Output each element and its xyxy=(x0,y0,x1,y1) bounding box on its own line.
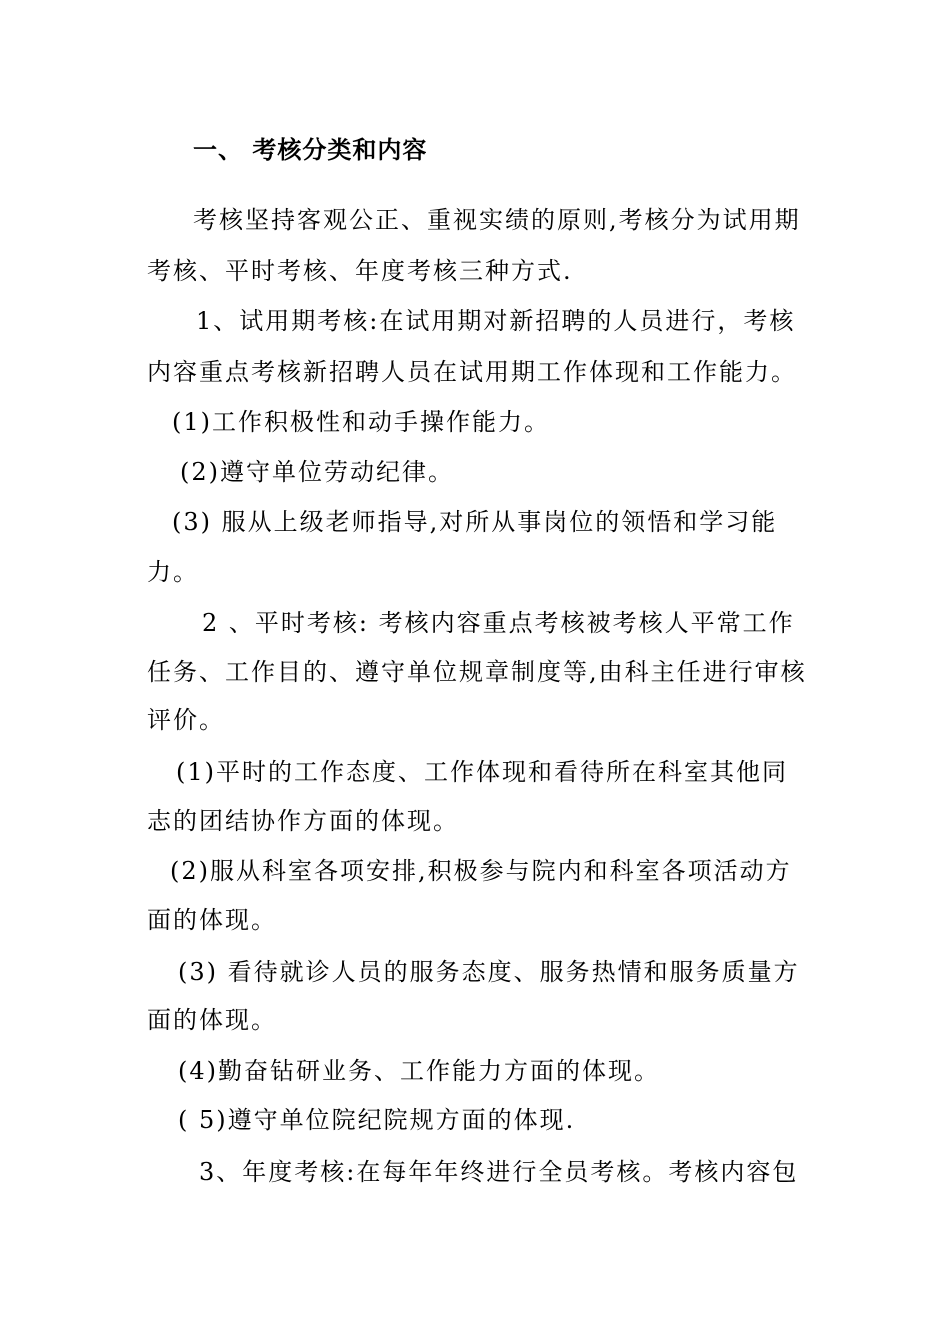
list-item: (2)遵守单位劳动纪律。 xyxy=(180,458,454,486)
paragraph-line: 考核坚持客观公正、重视实绩的原则,考核分为试用期 xyxy=(193,206,801,234)
list-item-continuation: 力。 xyxy=(147,558,199,586)
list-item-continuation: 面的体现。 xyxy=(147,1006,277,1034)
list-item: (3) 服从上级老师指导,对所从事岗位的领悟和学习能 xyxy=(172,508,778,536)
list-item: ( 5)遵守单位院纪院规方面的体现. xyxy=(178,1106,576,1134)
paragraph-line: 1、试用期考核:在试用期对新招聘的人员进行，考核 xyxy=(196,307,796,335)
paragraph-line: 考核、平时考核、年度考核三种方式. xyxy=(147,257,573,285)
paragraph-line: 2 、平时考核: 考核内容重点考核被考核人平常工作 xyxy=(202,609,795,637)
list-item: (2)服从科室各项安排,积极参与院内和科室各项活动方 xyxy=(170,857,792,885)
paragraph-line: 内容重点考核新招聘人员在试用期工作体现和工作能力。 xyxy=(147,358,797,386)
list-item-continuation: 面的体现。 xyxy=(147,906,277,934)
section-heading: 一、 考核分类和内容 xyxy=(193,136,428,164)
list-item-continuation: 志的团结协作方面的体现。 xyxy=(147,807,459,835)
list-item: (4)勤奋钻研业务、工作能力方面的体现。 xyxy=(178,1057,660,1085)
list-item: (3) 看待就诊人员的服务态度、服务热情和服务质量方 xyxy=(178,958,800,986)
list-item: (1)平时的工作态度、工作体现和看待所在科室其他同 xyxy=(176,758,788,786)
list-item: (1)工作积极性和动手操作能力。 xyxy=(172,408,550,436)
paragraph-line: 评价。 xyxy=(147,706,225,734)
paragraph-line: 任务、工作目的、遵守单位规章制度等,由科主任进行审核 xyxy=(147,658,807,686)
paragraph-line: 3、年度考核:在每年年终进行全员考核。考核内容包 xyxy=(199,1158,799,1186)
